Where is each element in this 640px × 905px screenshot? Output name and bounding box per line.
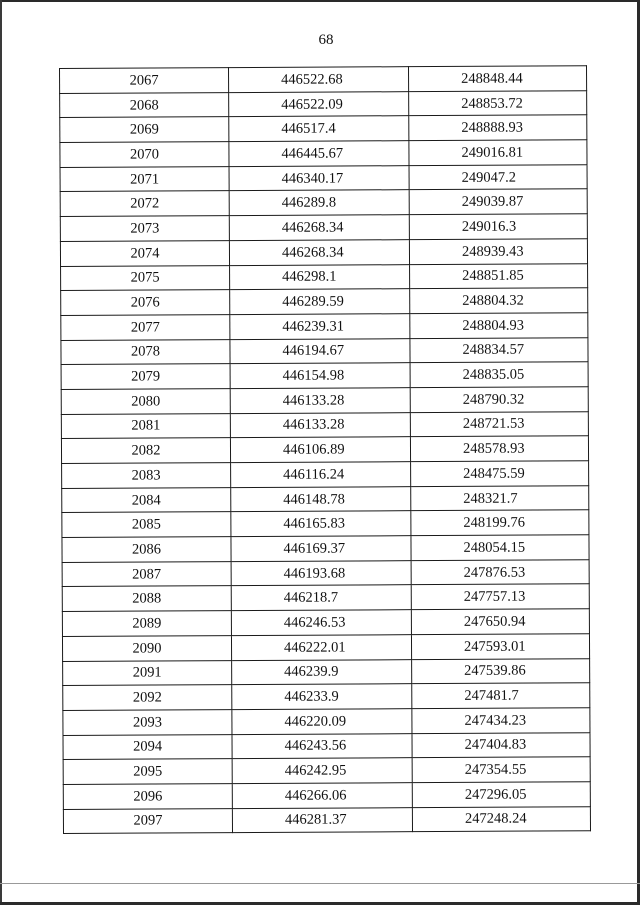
table-row [61, 337, 588, 364]
x-coordinate-cell: 446148.78 [231, 486, 411, 512]
table-row [60, 164, 587, 191]
y-coordinate-cell: 247757.13 [411, 584, 589, 610]
bottom-rule [0, 883, 640, 884]
y-coordinate-cell: 249016.3 [409, 214, 587, 240]
x-coordinate-cell: 446289.59 [230, 289, 410, 315]
point-number-cell: 2074 [60, 240, 229, 266]
y-coordinate-cell: 247481.7 [412, 683, 590, 709]
x-coordinate-cell: 446445.67 [229, 141, 409, 167]
y-coordinate-cell: 249016.81 [409, 140, 587, 166]
point-number-cell: 2073 [60, 216, 229, 242]
x-coordinate-cell: 446220.09 [232, 709, 412, 735]
point-number-cell: 2072 [60, 191, 229, 217]
point-number-cell: 2069 [60, 117, 229, 143]
point-number-cell: 2080 [61, 389, 230, 415]
x-coordinate-cell: 446193.68 [231, 560, 411, 586]
table-row [62, 584, 589, 611]
point-number-cell: 2088 [62, 586, 231, 612]
x-coordinate-cell: 446106.89 [230, 437, 410, 463]
y-coordinate-cell: 248853.72 [409, 90, 587, 116]
point-number-cell: 2076 [61, 290, 230, 316]
table-row [61, 362, 588, 389]
table-row [62, 559, 589, 586]
table-row [60, 239, 587, 266]
point-number-cell: 2067 [60, 68, 229, 94]
x-coordinate-cell: 446289.8 [229, 190, 409, 216]
point-number-cell: 2091 [63, 660, 232, 686]
y-coordinate-cell: 248804.32 [410, 288, 588, 314]
table-row [60, 66, 587, 93]
table-row [62, 485, 589, 512]
x-coordinate-cell: 446116.24 [231, 462, 411, 488]
point-number-cell: 2086 [62, 537, 231, 563]
y-coordinate-cell: 247539.86 [412, 658, 590, 684]
table-row [61, 436, 588, 463]
point-number-cell: 2085 [62, 512, 231, 538]
table-row [63, 757, 590, 784]
table-row [63, 708, 590, 735]
y-coordinate-cell: 247876.53 [411, 559, 589, 585]
table-row [63, 782, 590, 809]
y-coordinate-cell: 248834.57 [410, 337, 588, 363]
x-coordinate-cell: 446239.9 [232, 659, 412, 685]
point-number-cell: 2079 [61, 364, 230, 390]
x-coordinate-cell: 446340.17 [229, 165, 409, 191]
point-number-cell: 2094 [63, 734, 232, 760]
x-coordinate-cell: 446194.67 [230, 338, 410, 364]
table-row [62, 634, 589, 661]
y-coordinate-cell: 249039.87 [409, 189, 587, 215]
page-edge-left [0, 0, 2, 905]
table-row [60, 214, 587, 241]
x-coordinate-cell: 446243.56 [232, 733, 412, 759]
table-row [61, 411, 588, 438]
x-coordinate-cell: 446268.34 [229, 239, 409, 265]
y-coordinate-cell: 247404.83 [412, 732, 590, 758]
point-number-cell: 2070 [60, 142, 229, 168]
table-row [60, 189, 587, 216]
point-number-cell: 2077 [61, 314, 230, 340]
x-coordinate-cell: 446154.98 [230, 363, 410, 389]
table-row [61, 313, 588, 340]
point-number-cell: 2087 [62, 561, 231, 587]
point-number-cell: 2078 [61, 339, 230, 365]
table-row [60, 140, 587, 167]
point-number-cell: 2090 [62, 635, 231, 661]
point-number-cell: 2081 [61, 413, 230, 439]
page-edge-top [0, 0, 640, 2]
point-number-cell: 2093 [63, 709, 232, 735]
page-number: 68 [318, 32, 334, 48]
table-row [63, 683, 590, 710]
y-coordinate-cell: 248848.44 [408, 66, 586, 92]
y-coordinate-cell: 248199.76 [411, 510, 589, 536]
y-coordinate-cell: 247650.94 [411, 609, 589, 635]
y-coordinate-cell: 248721.53 [410, 411, 588, 437]
table-row [62, 510, 589, 537]
point-number-cell: 2083 [62, 463, 231, 489]
y-coordinate-cell: 247593.01 [411, 634, 589, 660]
table-row [63, 732, 590, 759]
x-coordinate-cell: 446239.31 [230, 314, 410, 340]
y-coordinate-cell: 247248.24 [412, 806, 590, 832]
x-coordinate-cell: 446218.7 [231, 585, 411, 611]
x-coordinate-cell: 446281.37 [232, 807, 412, 833]
y-coordinate-cell: 248578.93 [410, 436, 588, 462]
y-coordinate-cell: 248054.15 [411, 535, 589, 561]
y-coordinate-cell: 247296.05 [412, 782, 590, 808]
y-coordinate-cell: 248835.05 [410, 362, 588, 388]
table-row [60, 115, 587, 142]
point-number-cell: 2097 [63, 808, 232, 834]
x-coordinate-cell: 446233.9 [232, 684, 412, 710]
x-coordinate-cell: 446246.53 [231, 610, 411, 636]
x-coordinate-cell: 446133.28 [230, 412, 410, 438]
coordinates-table [59, 65, 591, 834]
y-coordinate-cell: 248939.43 [409, 239, 587, 265]
point-number-cell: 2082 [61, 438, 230, 464]
y-coordinate-cell: 247354.55 [412, 757, 590, 783]
table-row [62, 535, 589, 562]
x-coordinate-cell: 446222.01 [231, 634, 411, 660]
table-row [61, 387, 588, 414]
coordinates-table-body [60, 66, 591, 834]
x-coordinate-cell: 446242.95 [232, 758, 412, 784]
x-coordinate-cell: 446165.83 [231, 511, 411, 537]
x-coordinate-cell: 446169.37 [231, 536, 411, 562]
x-coordinate-cell: 446522.68 [229, 67, 409, 93]
point-number-cell: 2084 [62, 487, 231, 513]
y-coordinate-cell: 249047.2 [409, 164, 587, 190]
x-coordinate-cell: 446133.28 [230, 388, 410, 414]
y-coordinate-cell: 248475.59 [411, 461, 589, 487]
y-coordinate-cell: 247434.23 [412, 708, 590, 734]
table-row [63, 658, 590, 685]
table-row [62, 609, 589, 636]
y-coordinate-cell: 248804.93 [410, 313, 588, 339]
point-number-cell: 2068 [60, 92, 229, 118]
point-number-cell: 2095 [63, 759, 232, 785]
point-number-cell: 2075 [61, 265, 230, 291]
y-coordinate-cell: 248888.93 [409, 115, 587, 141]
table-row [61, 263, 588, 290]
table-row [63, 806, 590, 833]
x-coordinate-cell: 446268.34 [229, 215, 409, 241]
x-coordinate-cell: 446298.1 [230, 264, 410, 290]
table-row [60, 90, 587, 117]
point-number-cell: 2071 [60, 166, 229, 192]
y-coordinate-cell: 248321.7 [411, 485, 589, 511]
x-coordinate-cell: 446517.4 [229, 116, 409, 142]
table-row [61, 288, 588, 315]
point-number-cell: 2096 [63, 784, 232, 810]
y-coordinate-cell: 248851.85 [410, 263, 588, 289]
point-number-cell: 2089 [62, 611, 231, 637]
y-coordinate-cell: 248790.32 [410, 387, 588, 413]
x-coordinate-cell: 446266.06 [232, 783, 412, 809]
point-number-cell: 2092 [63, 685, 232, 711]
x-coordinate-cell: 446522.09 [229, 91, 409, 117]
table-row [62, 461, 589, 488]
